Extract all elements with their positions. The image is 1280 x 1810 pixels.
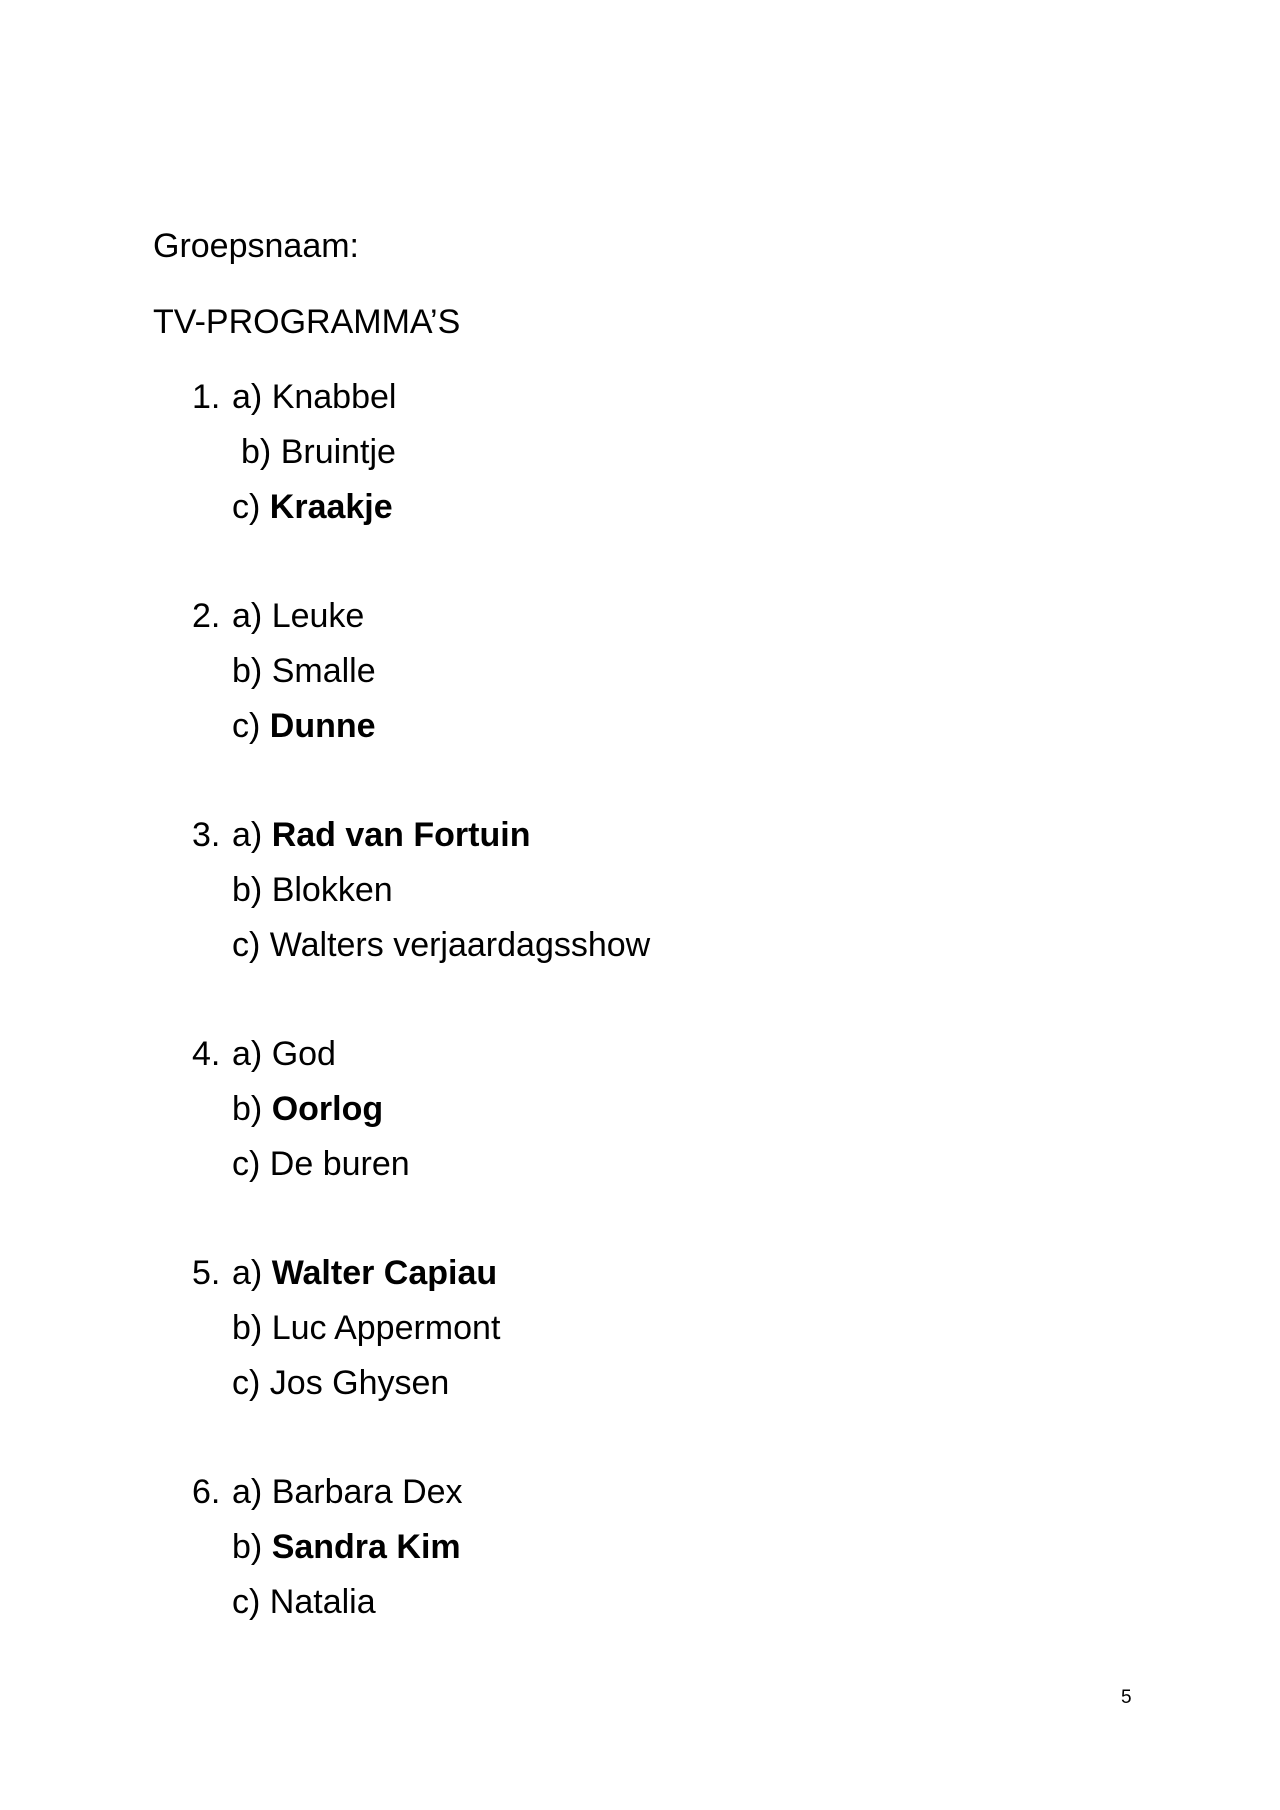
option-letter: c) bbox=[232, 707, 261, 745]
option-text: Walters verjaardagsshow bbox=[269, 926, 651, 964]
answer-option bbox=[232, 651, 376, 691]
answer-option bbox=[232, 487, 393, 527]
groepsnaam-label: Groepsnaam: bbox=[153, 227, 359, 265]
question-list bbox=[0, 377, 1280, 1691]
answer-option bbox=[232, 1034, 336, 1074]
question-item bbox=[0, 1253, 1280, 1472]
option-letter: b) bbox=[232, 871, 263, 909]
answer-option bbox=[232, 1308, 500, 1348]
option-text: Dunne bbox=[269, 707, 376, 745]
option-letter: b) bbox=[232, 1528, 263, 1566]
option-text: Smalle bbox=[271, 652, 376, 690]
question-item bbox=[0, 596, 1280, 815]
question-number: 3. bbox=[192, 816, 221, 854]
answer-option bbox=[241, 432, 396, 472]
answer-option bbox=[232, 706, 376, 746]
question-number: 5. bbox=[192, 1254, 221, 1292]
option-letter: b) bbox=[232, 1090, 263, 1128]
question-item bbox=[0, 1472, 1280, 1691]
option-letter: c) bbox=[232, 1145, 261, 1183]
option-letter: a) bbox=[232, 1035, 263, 1073]
option-text: Barbara Dex bbox=[271, 1473, 463, 1511]
question-number: 2. bbox=[192, 597, 221, 635]
option-letter: a) bbox=[232, 597, 263, 635]
answer-option bbox=[232, 1253, 497, 1293]
option-letter: a) bbox=[232, 1254, 263, 1292]
option-letter: c) bbox=[232, 1583, 261, 1621]
question-item bbox=[0, 377, 1280, 596]
option-text: Bruintje bbox=[280, 433, 396, 471]
option-text: Oorlog bbox=[271, 1090, 384, 1128]
option-text: Jos Ghysen bbox=[269, 1364, 450, 1402]
question-item bbox=[0, 1034, 1280, 1253]
option-letter: b) bbox=[241, 433, 272, 471]
option-letter: c) bbox=[232, 488, 261, 526]
answer-option bbox=[232, 377, 396, 417]
answer-option bbox=[232, 1582, 376, 1622]
option-letter: a) bbox=[232, 378, 263, 416]
option-letter: c) bbox=[232, 1364, 261, 1402]
answer-option bbox=[232, 870, 393, 910]
answer-option bbox=[232, 1144, 410, 1184]
option-text: God bbox=[271, 1035, 336, 1073]
option-letter: b) bbox=[232, 652, 263, 690]
page-number: 5 bbox=[1121, 1687, 1132, 1708]
option-letter: b) bbox=[232, 1309, 263, 1347]
option-text: Walter Capiau bbox=[271, 1254, 498, 1292]
option-text: Natalia bbox=[269, 1583, 376, 1621]
option-letter: a) bbox=[232, 1473, 263, 1511]
option-text: Sandra Kim bbox=[271, 1528, 461, 1566]
option-text: Knabbel bbox=[271, 378, 397, 416]
option-text: Luc Appermont bbox=[271, 1309, 501, 1347]
option-letter: c) bbox=[232, 926, 261, 964]
option-text: De buren bbox=[269, 1145, 410, 1183]
answer-option bbox=[232, 596, 364, 636]
option-letter: a) bbox=[232, 816, 263, 854]
question-number: 6. bbox=[192, 1473, 221, 1511]
answer-option bbox=[232, 925, 650, 965]
answer-option bbox=[232, 1527, 461, 1567]
option-text: Rad van Fortuin bbox=[271, 816, 531, 854]
section-title: TV-PROGRAMMA’S bbox=[153, 303, 461, 341]
answer-option bbox=[232, 1089, 383, 1129]
question-item bbox=[0, 815, 1280, 1034]
question-number: 4. bbox=[192, 1035, 221, 1073]
option-text: Kraakje bbox=[269, 488, 393, 526]
answer-option bbox=[232, 815, 530, 855]
question-number: 1. bbox=[192, 378, 221, 416]
option-text: Blokken bbox=[271, 871, 393, 909]
answer-option bbox=[232, 1472, 463, 1512]
answer-option bbox=[232, 1363, 449, 1403]
option-text: Leuke bbox=[271, 597, 365, 635]
